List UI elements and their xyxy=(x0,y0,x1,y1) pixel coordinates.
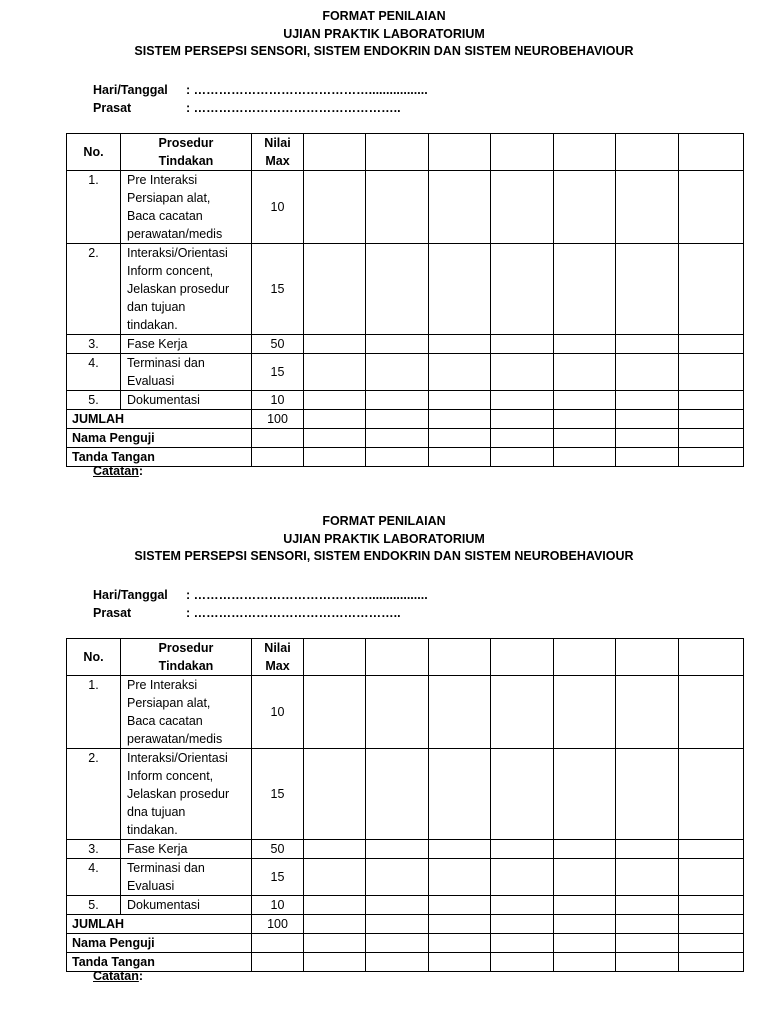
penguji-row xyxy=(67,934,744,953)
proc-line: Persiapan alat, xyxy=(127,696,211,710)
score-cell[interactable] xyxy=(491,859,554,896)
heading-line-1: FORMAT PENILAIAN xyxy=(322,514,446,528)
score-cell[interactable] xyxy=(366,335,429,354)
header-max xyxy=(252,134,304,171)
row-no: 2. xyxy=(67,244,121,335)
score-cell[interactable] xyxy=(304,749,366,840)
score-cell[interactable] xyxy=(491,134,554,171)
score-cell[interactable] xyxy=(616,134,679,171)
score-cell[interactable] xyxy=(429,859,491,896)
score-cell[interactable] xyxy=(616,410,679,429)
row-procedure xyxy=(121,244,252,335)
proc-line: Terminasi dan xyxy=(127,861,205,875)
header-no: No. xyxy=(67,134,121,171)
score-cell[interactable] xyxy=(554,639,616,676)
header-procedure-line1: Prosedur xyxy=(158,641,214,655)
header-max xyxy=(252,639,304,676)
score-cell[interactable] xyxy=(366,171,429,244)
row-max: 15 xyxy=(252,354,304,391)
header-max-line1: Nilai xyxy=(264,136,291,150)
score-cell[interactable] xyxy=(616,448,679,467)
score-cell[interactable] xyxy=(616,953,679,972)
proc-line: Pre Interaksi xyxy=(127,173,198,187)
row-procedure xyxy=(121,859,252,896)
row-no: 1. xyxy=(67,171,121,244)
row-no: 4. xyxy=(67,354,121,391)
table-row xyxy=(67,840,744,859)
form-meta xyxy=(93,81,428,117)
score-cell[interactable] xyxy=(491,244,554,335)
score-cell[interactable] xyxy=(616,915,679,934)
score-cell[interactable] xyxy=(616,859,679,896)
proc-line: dan tujuan xyxy=(127,300,186,314)
score-cell[interactable] xyxy=(429,335,491,354)
row-no: 3. xyxy=(67,840,121,859)
table-row xyxy=(67,354,744,391)
score-cell[interactable] xyxy=(616,244,679,335)
proc-line: perawatan/medis xyxy=(127,732,223,746)
ttd-row xyxy=(67,448,744,467)
header-procedure-line2: Tindakan xyxy=(158,154,214,168)
score-cell[interactable] xyxy=(554,859,616,896)
score-cell[interactable] xyxy=(304,391,366,410)
proc-line: Terminasi dan xyxy=(127,356,205,370)
score-cell[interactable] xyxy=(554,676,616,749)
jumlah-value: 100 xyxy=(252,915,304,934)
row-no: 1. xyxy=(67,676,121,749)
score-cell[interactable] xyxy=(554,171,616,244)
jumlah-label: JUMLAH xyxy=(67,410,252,429)
score-cell[interactable] xyxy=(679,448,744,467)
score-cell[interactable] xyxy=(679,354,744,391)
heading-line-1: FORMAT PENILAIAN xyxy=(322,9,446,23)
catatan-line xyxy=(93,462,143,480)
score-cell[interactable] xyxy=(679,429,744,448)
score-cell[interactable] xyxy=(366,915,429,934)
score-cell[interactable] xyxy=(554,953,616,972)
empty-cell xyxy=(252,429,304,448)
row-max: 15 xyxy=(252,749,304,840)
score-cell[interactable] xyxy=(429,915,491,934)
score-cell[interactable] xyxy=(429,134,491,171)
row-no: 5. xyxy=(67,896,121,915)
score-cell[interactable] xyxy=(616,171,679,244)
score-cell[interactable] xyxy=(304,354,366,391)
row-procedure xyxy=(121,354,252,391)
ttd-row xyxy=(67,953,744,972)
score-cell[interactable] xyxy=(554,335,616,354)
score-cell[interactable] xyxy=(554,244,616,335)
score-cell[interactable] xyxy=(366,244,429,335)
score-cell[interactable] xyxy=(679,915,744,934)
score-cell[interactable] xyxy=(304,676,366,749)
score-cell[interactable] xyxy=(366,896,429,915)
score-cell[interactable] xyxy=(679,953,744,972)
score-cell[interactable] xyxy=(679,840,744,859)
score-cell[interactable] xyxy=(554,134,616,171)
score-cell[interactable] xyxy=(491,448,554,467)
proc-line: Baca cacatan xyxy=(127,714,203,728)
score-cell[interactable] xyxy=(366,354,429,391)
score-cell[interactable] xyxy=(491,171,554,244)
form-heading xyxy=(0,8,768,61)
proc-line: Jelaskan prosedur xyxy=(127,282,230,296)
score-cell[interactable] xyxy=(304,429,366,448)
score-cell[interactable] xyxy=(429,448,491,467)
heading-line-3: SISTEM PERSEPSI SENSORI, SISTEM ENDOKRIN DAN SISTEM NEUROBEHAVIOUR xyxy=(134,549,634,563)
row-max: 10 xyxy=(252,896,304,915)
empty-cell xyxy=(252,448,304,467)
table-row xyxy=(67,171,744,244)
header-no: No. xyxy=(67,639,121,676)
table-row xyxy=(67,335,744,354)
header-procedure-line2: Tindakan xyxy=(158,659,214,673)
score-cell[interactable] xyxy=(429,354,491,391)
score-cell[interactable] xyxy=(366,953,429,972)
score-cell[interactable] xyxy=(616,840,679,859)
score-cell[interactable] xyxy=(554,840,616,859)
jumlah-label: JUMLAH xyxy=(67,915,252,934)
proc-line: Evaluasi xyxy=(127,374,175,388)
hari-label: Hari/Tanggal xyxy=(93,83,168,97)
score-cell[interactable] xyxy=(366,134,429,171)
proc-line: Inform concent, xyxy=(127,264,214,278)
score-cell[interactable] xyxy=(616,429,679,448)
header-max-line2: Max xyxy=(265,659,290,673)
header-procedure xyxy=(121,134,252,171)
prasat-value: : ………………………………………….. xyxy=(186,101,401,115)
row-max: 10 xyxy=(252,676,304,749)
row-procedure xyxy=(121,896,252,915)
score-cell[interactable] xyxy=(554,448,616,467)
table-header-row xyxy=(67,639,744,676)
score-cell[interactable] xyxy=(616,896,679,915)
score-cell[interactable] xyxy=(491,840,554,859)
score-table xyxy=(66,638,744,972)
score-cell[interactable] xyxy=(429,639,491,676)
score-cell[interactable] xyxy=(366,429,429,448)
proc-line: tindakan. xyxy=(127,823,178,837)
catatan-colon: : xyxy=(138,464,144,478)
score-cell[interactable] xyxy=(554,934,616,953)
empty-cell xyxy=(252,934,304,953)
form-heading xyxy=(0,513,768,566)
table-row xyxy=(67,391,744,410)
prasat-label: Prasat xyxy=(93,606,132,620)
catatan-label: Catatan xyxy=(93,969,139,983)
score-cell[interactable] xyxy=(491,429,554,448)
proc-line: Inform concent, xyxy=(127,769,214,783)
score-cell[interactable] xyxy=(616,749,679,840)
header-procedure-line1: Prosedur xyxy=(158,136,214,150)
row-no: 5. xyxy=(67,391,121,410)
proc-line: Fase Kerja xyxy=(127,842,188,856)
proc-line: Fase Kerja xyxy=(127,337,188,351)
score-cell[interactable] xyxy=(429,676,491,749)
score-cell[interactable] xyxy=(491,335,554,354)
score-cell[interactable] xyxy=(679,749,744,840)
jumlah-value: 100 xyxy=(252,410,304,429)
proc-line: Jelaskan prosedur xyxy=(127,787,230,801)
score-cell[interactable] xyxy=(366,676,429,749)
score-cell[interactable] xyxy=(366,934,429,953)
proc-line: Dokumentasi xyxy=(127,393,200,407)
empty-cell xyxy=(252,953,304,972)
assessment-form-2 xyxy=(0,513,768,1013)
score-cell[interactable] xyxy=(679,676,744,749)
score-cell[interactable] xyxy=(679,859,744,896)
proc-line: perawatan/medis xyxy=(127,227,223,241)
score-cell[interactable] xyxy=(366,410,429,429)
catatan-colon: : xyxy=(138,969,144,983)
proc-line: Interaksi/Orientasi xyxy=(127,751,228,765)
row-max: 50 xyxy=(252,840,304,859)
score-cell[interactable] xyxy=(679,934,744,953)
row-procedure xyxy=(121,171,252,244)
score-cell[interactable] xyxy=(304,335,366,354)
score-cell[interactable] xyxy=(616,335,679,354)
score-cell[interactable] xyxy=(491,639,554,676)
table-row xyxy=(67,896,744,915)
score-cell[interactable] xyxy=(304,410,366,429)
row-no: 3. xyxy=(67,335,121,354)
score-cell[interactable] xyxy=(366,859,429,896)
score-cell[interactable] xyxy=(366,749,429,840)
score-cell[interactable] xyxy=(491,934,554,953)
row-max: 15 xyxy=(252,244,304,335)
row-max: 10 xyxy=(252,391,304,410)
jumlah-row xyxy=(67,410,744,429)
score-cell[interactable] xyxy=(429,244,491,335)
score-cell[interactable] xyxy=(304,244,366,335)
table-row xyxy=(67,749,744,840)
hari-value: : ……………………………………................. xyxy=(186,588,428,602)
proc-line: Pre Interaksi xyxy=(127,678,198,692)
catatan-label: Catatan xyxy=(93,464,139,478)
score-cell[interactable] xyxy=(554,896,616,915)
score-cell[interactable] xyxy=(429,896,491,915)
score-cell[interactable] xyxy=(491,354,554,391)
table-row xyxy=(67,859,744,896)
penguji-label: Nama Penguji xyxy=(67,429,252,448)
score-cell[interactable] xyxy=(616,354,679,391)
score-cell[interactable] xyxy=(679,134,744,171)
score-cell[interactable] xyxy=(304,953,366,972)
score-cell[interactable] xyxy=(491,676,554,749)
header-procedure xyxy=(121,639,252,676)
score-cell[interactable] xyxy=(304,840,366,859)
score-cell[interactable] xyxy=(491,915,554,934)
heading-line-3: SISTEM PERSEPSI SENSORI, SISTEM ENDOKRIN DAN SISTEM NEUROBEHAVIOUR xyxy=(134,44,634,58)
assessment-form-1 xyxy=(0,8,768,508)
score-cell[interactable] xyxy=(429,953,491,972)
score-cell[interactable] xyxy=(491,896,554,915)
proc-line: Evaluasi xyxy=(127,879,175,893)
score-cell[interactable] xyxy=(491,391,554,410)
score-cell[interactable] xyxy=(304,859,366,896)
proc-line: Dokumentasi xyxy=(127,898,200,912)
prasat-label: Prasat xyxy=(93,101,132,115)
row-procedure xyxy=(121,749,252,840)
penguji-label: Nama Penguji xyxy=(67,934,252,953)
header-max-line1: Nilai xyxy=(264,641,291,655)
score-cell[interactable] xyxy=(429,749,491,840)
score-cell[interactable] xyxy=(679,335,744,354)
score-cell[interactable] xyxy=(304,915,366,934)
score-cell[interactable] xyxy=(429,934,491,953)
table-row xyxy=(67,676,744,749)
score-cell[interactable] xyxy=(304,934,366,953)
row-max: 15 xyxy=(252,859,304,896)
score-cell[interactable] xyxy=(366,391,429,410)
score-cell[interactable] xyxy=(554,915,616,934)
score-cell[interactable] xyxy=(616,639,679,676)
score-cell[interactable] xyxy=(616,934,679,953)
score-cell[interactable] xyxy=(429,410,491,429)
score-cell[interactable] xyxy=(429,171,491,244)
score-cell[interactable] xyxy=(491,953,554,972)
score-cell[interactable] xyxy=(679,410,744,429)
heading-line-2: UJIAN PRAKTIK LABORATORIUM xyxy=(283,26,485,41)
row-procedure xyxy=(121,840,252,859)
row-procedure xyxy=(121,391,252,410)
score-cell[interactable] xyxy=(491,749,554,840)
row-procedure xyxy=(121,676,252,749)
proc-line: Persiapan alat, xyxy=(127,191,211,205)
score-cell[interactable] xyxy=(679,391,744,410)
row-no: 4. xyxy=(67,859,121,896)
score-cell[interactable] xyxy=(554,391,616,410)
ttd-label: Tanda Tangan xyxy=(67,953,252,972)
table-row xyxy=(67,244,744,335)
score-cell[interactable] xyxy=(366,639,429,676)
score-cell[interactable] xyxy=(616,676,679,749)
heading-line-2: UJIAN PRAKTIK LABORATORIUM xyxy=(283,531,485,546)
score-cell[interactable] xyxy=(366,448,429,467)
score-cell[interactable] xyxy=(304,134,366,171)
header-max-line2: Max xyxy=(265,154,290,168)
row-no: 2. xyxy=(67,749,121,840)
score-cell[interactable] xyxy=(679,171,744,244)
form-meta xyxy=(93,586,428,622)
score-cell[interactable] xyxy=(366,840,429,859)
score-cell[interactable] xyxy=(554,429,616,448)
hari-value: : ……………………………………................. xyxy=(186,83,428,97)
score-cell[interactable] xyxy=(679,639,744,676)
proc-line: dna tujuan xyxy=(127,805,186,819)
score-table xyxy=(66,133,744,467)
row-max: 10 xyxy=(252,171,304,244)
table-header-row xyxy=(67,134,744,171)
proc-line: tindakan. xyxy=(127,318,178,332)
score-cell[interactable] xyxy=(429,391,491,410)
score-cell[interactable] xyxy=(304,171,366,244)
score-cell[interactable] xyxy=(554,410,616,429)
proc-line: Interaksi/Orientasi xyxy=(127,246,228,260)
score-cell[interactable] xyxy=(429,840,491,859)
prasat-value: : ………………………………………….. xyxy=(186,606,401,620)
score-cell[interactable] xyxy=(679,244,744,335)
row-procedure xyxy=(121,335,252,354)
ttd-label: Tanda Tangan xyxy=(67,448,252,467)
score-cell[interactable] xyxy=(304,639,366,676)
score-cell[interactable] xyxy=(554,749,616,840)
proc-line: Baca cacatan xyxy=(127,209,203,223)
score-cell[interactable] xyxy=(554,354,616,391)
hari-label: Hari/Tanggal xyxy=(93,588,168,602)
score-cell[interactable] xyxy=(429,429,491,448)
penguji-row xyxy=(67,429,744,448)
catatan-line xyxy=(93,967,143,985)
row-max: 50 xyxy=(252,335,304,354)
score-cell[interactable] xyxy=(304,448,366,467)
score-cell[interactable] xyxy=(679,896,744,915)
score-cell[interactable] xyxy=(616,391,679,410)
score-cell[interactable] xyxy=(304,896,366,915)
score-cell[interactable] xyxy=(491,410,554,429)
jumlah-row xyxy=(67,915,744,934)
